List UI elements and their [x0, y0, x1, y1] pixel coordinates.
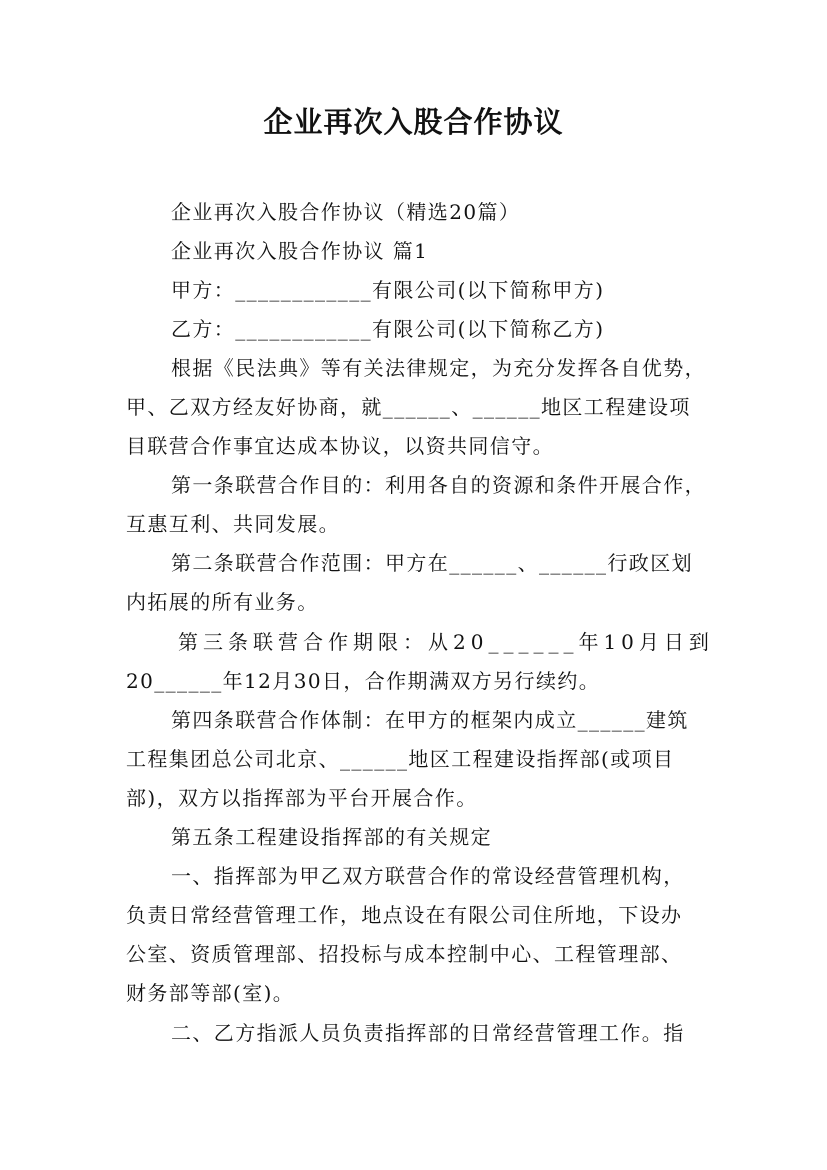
subtitle-line: 企业再次入股合作协议（精选20篇）	[171, 200, 521, 224]
clause-2-line: 二、乙方指派人员负责指挥部的日常经营管理工作。指	[171, 1021, 685, 1045]
article-4-line: 第四条联营合作体制：在甲方的框架内成立______建筑	[171, 708, 689, 732]
article-5-heading: 第五条工程建设指挥部的有关规定	[171, 825, 492, 849]
clause-1-line: 一、指挥部为甲乙双方联营合作的常设经营管理机构，	[171, 864, 685, 888]
party-b-line: 乙方：____________有限公司(以下简称乙方)	[171, 317, 605, 341]
party-a-line: 甲方：____________有限公司(以下简称甲方)	[171, 278, 605, 302]
article-3-line: 第三条联营合作期限：从20______年10月日到	[178, 630, 714, 654]
paragraph-line: 互惠互利、共同发展。	[126, 512, 340, 536]
article-1-line: 第一条联营合作目的：利用各自的资源和条件开展合作，	[171, 473, 706, 497]
article-2-line: 第二条联营合作范围：甲方在______、______行政区划	[171, 551, 693, 575]
paragraph-line: 公室、资质管理部、招投标与成本控制中心、工程管理部、	[126, 942, 683, 966]
paragraph-line: 目联营合作事宜达成本协议，以资共同信守。	[126, 434, 554, 458]
paragraph-line: 内拓展的所有业务。	[126, 590, 319, 614]
paragraph-line: 财务部等部(室)。	[126, 981, 295, 1005]
paragraph-line: 根据《民法典》等有关法律规定，为充分发挥各自优势，	[171, 356, 706, 380]
paragraph-line: 负责日常经营管理工作，地点设在有限公司住所地，下设办	[126, 903, 683, 927]
paragraph-line: 部)，双方以指挥部为平台开展合作。	[126, 786, 478, 810]
document-title: 企业再次入股合作协议	[263, 105, 564, 139]
section-heading: 企业再次入股合作协议 篇1	[171, 239, 429, 263]
paragraph-line: 甲、乙双方经友好协商，就______、______地区工程建设项	[126, 395, 691, 419]
paragraph-line: 工程集团总公司北京、______地区工程建设指挥部(或项目	[126, 747, 675, 771]
paragraph-line: 20______年12月30日，合作期满双方另行续约。	[126, 669, 601, 693]
